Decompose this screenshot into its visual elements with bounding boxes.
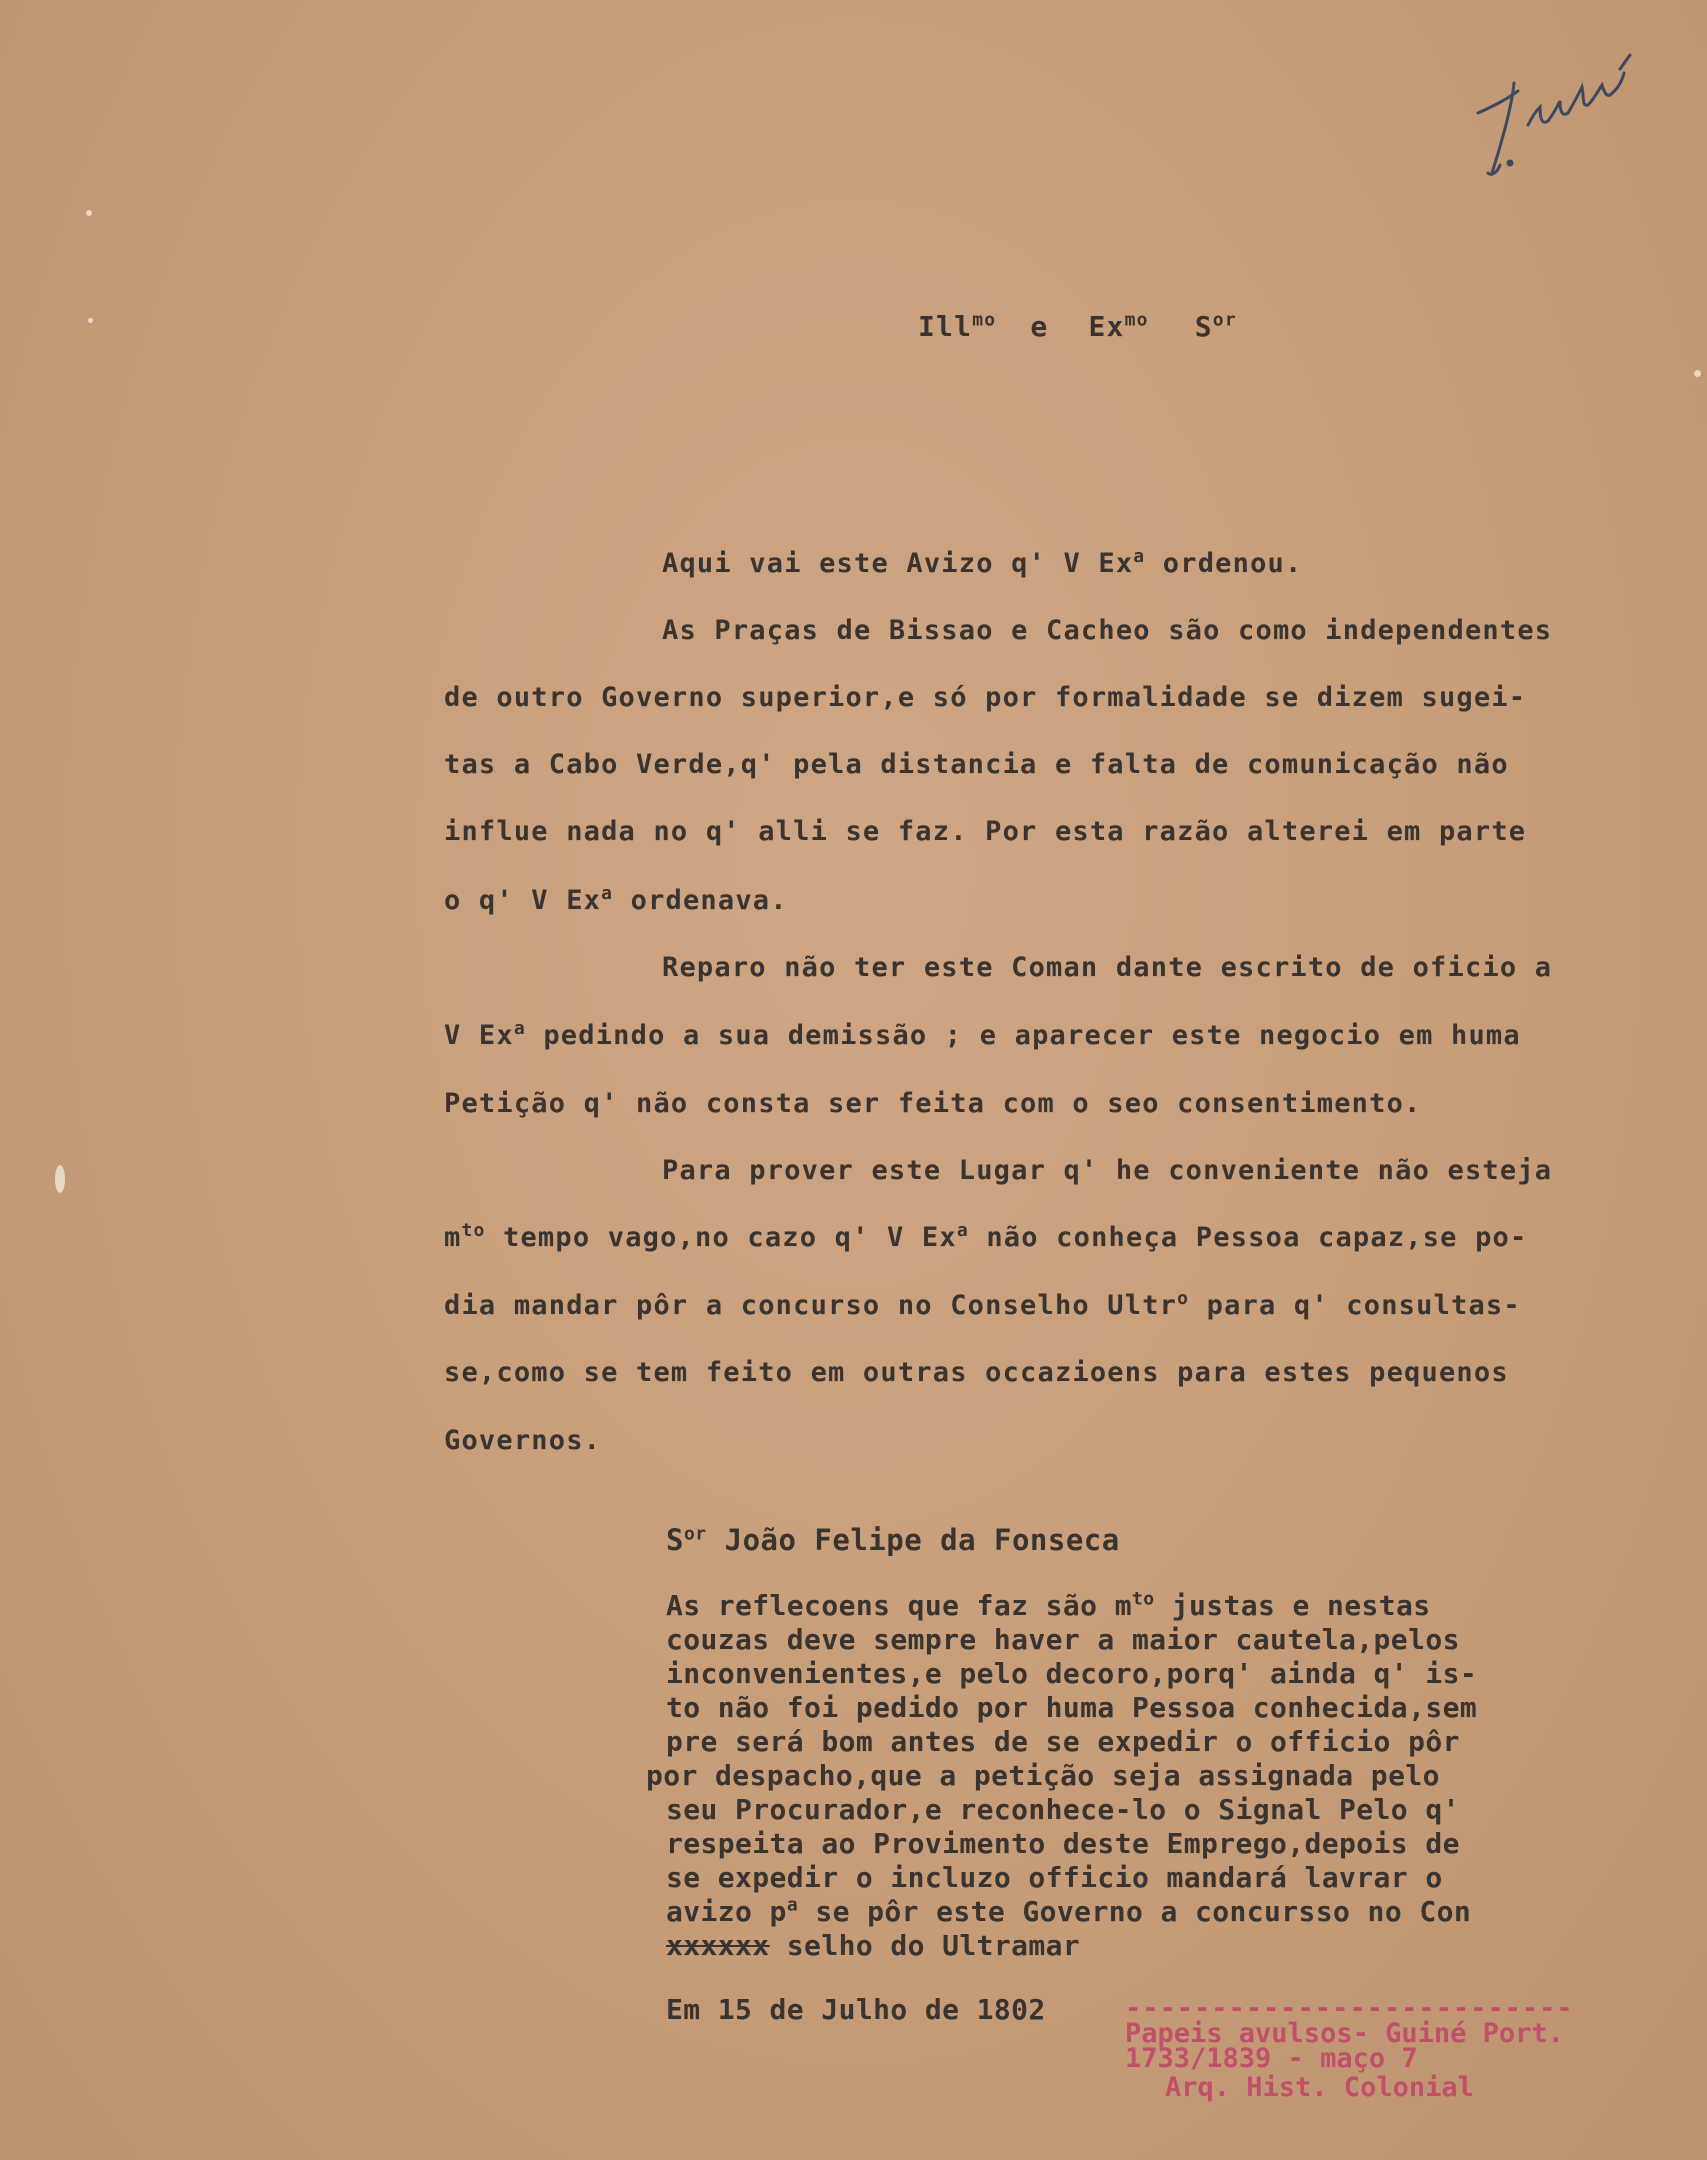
note-line-4: to não foi pedido por huma Pessoa conhecida,sem	[666, 1691, 1478, 1724]
superscript: a	[601, 883, 614, 904]
stamp-dashes: --------------------------	[1125, 1993, 1574, 2024]
note-line-9: se expedir o incluzo officio mandará lavrar o	[666, 1861, 1443, 1894]
paper-speck	[86, 210, 92, 216]
superscript: to	[461, 1220, 486, 1241]
body-line-14: Governos.	[444, 1425, 602, 1456]
superscript: o	[1177, 1288, 1190, 1309]
paper-speck	[88, 318, 93, 323]
body-text: João Felipe da Fonseca	[706, 1523, 1120, 1557]
salutation-ill: Ill	[918, 310, 973, 343]
body-line-5: influe nada no q' alli se faz. Por esta razão alterei em parte	[444, 816, 1527, 847]
salutation	[918, 310, 1237, 343]
body-line-11	[444, 1222, 1527, 1253]
note-heading	[666, 1523, 1120, 1557]
salutation-ill-sup: mo	[972, 309, 997, 331]
body-text: justas e nestas	[1154, 1589, 1431, 1622]
superscript: a	[513, 1018, 526, 1039]
body-text: o q' V Ex	[444, 885, 602, 916]
struck-text: xxxxxx	[666, 1929, 770, 1962]
body-text: tempo vago,no cazo q' V Ex	[485, 1222, 957, 1253]
note-line-10	[666, 1895, 1471, 1929]
body-text: V Ex	[444, 1020, 514, 1051]
superscript: a	[1133, 546, 1146, 567]
body-line-9: Petição q' não consta ser feita com o seo consentimento.	[444, 1088, 1422, 1119]
body-line-13: se,como se tem feito em outras occazioens para estes pequenos	[444, 1357, 1509, 1388]
body-text: avizo p	[666, 1895, 787, 1928]
superscript: or	[683, 1523, 707, 1545]
archive-stamp-line-2: 1733/1839 - maço 7	[1125, 2043, 1418, 2074]
salutation-ex: Ex	[1088, 310, 1125, 343]
paper-speck	[1694, 370, 1701, 377]
note-line-3: inconvenientes,e pelo decoro,porq' ainda q' is-	[666, 1657, 1478, 1690]
body-text: S	[666, 1523, 684, 1557]
body-text: m	[444, 1222, 462, 1253]
body-line-12	[444, 1290, 1521, 1321]
body-line-1	[662, 548, 1302, 579]
body-line-2: As Praças de Bissao e Cacheo são como independentes	[662, 615, 1553, 646]
note-line-2: couzas deve sempre haver a maior cautela,pelos	[666, 1623, 1460, 1656]
body-line-4: tas a Cabo Verde,q' pela distancia e falta de comunicação não	[444, 749, 1509, 780]
note-line-11	[666, 1929, 1080, 1963]
body-text: As reflecoens que faz são m	[666, 1589, 1132, 1622]
body-text: ordenava.	[613, 885, 788, 916]
superscript: to	[1131, 1588, 1155, 1610]
note-date: Em 15 de Julho de 1802	[666, 1993, 1046, 2026]
handwritten-signature	[1470, 25, 1650, 190]
body-line-8	[444, 1020, 1521, 1051]
salutation-sor: S	[1194, 310, 1213, 343]
archive-stamp-line-3: Arq. Hist. Colonial	[1165, 2072, 1474, 2103]
paper-speck	[55, 1165, 65, 1193]
body-text: não conheça Pessoa capaz,se po-	[968, 1222, 1528, 1253]
note-line-8: respeita ao Provimento deste Emprego,depois de	[666, 1827, 1460, 1860]
salutation-sor-sup: or	[1212, 309, 1237, 331]
body-text: para q' consultas-	[1189, 1290, 1521, 1321]
salutation-and: e	[1030, 310, 1049, 343]
note-line-5: pre será bom antes de se expedir o officio pôr	[666, 1725, 1460, 1758]
body-line-6	[444, 885, 788, 916]
body-line-10: Para prover este Lugar q' he conveniente não esteja	[662, 1155, 1553, 1186]
body-text: selho do Ultramar	[769, 1929, 1081, 1962]
superscript: a	[956, 1220, 969, 1241]
note-line-6: por despacho,que a petição seja assignada pelo	[646, 1759, 1440, 1792]
body-text: ordenou.	[1145, 548, 1303, 579]
note-line-7: seu Procurador,e reconhece-lo o Signal Pelo q'	[666, 1793, 1460, 1826]
body-text: Aqui vai este Avizo q' V Ex	[662, 548, 1134, 579]
archive-stamp-line-1: Papeis avulsos- Guiné Port.	[1125, 2018, 1564, 2049]
body-text: pedindo a sua demissão ; e aparecer este negocio em huma	[525, 1020, 1521, 1051]
note-line-1	[666, 1589, 1431, 1623]
body-text: dia mandar pôr a concurso no Conselho Ultr	[444, 1290, 1178, 1321]
superscript: a	[786, 1894, 799, 1916]
body-line-3: de outro Governo superior,e só por formalidade se dizem sugei-	[444, 682, 1527, 713]
body-text: se pôr este Governo a concursso no Con	[798, 1895, 1472, 1928]
body-line-7: Reparo não ter este Coman dante escrito de oficio a	[662, 952, 1553, 983]
salutation-ex-sup: mo	[1124, 309, 1149, 331]
